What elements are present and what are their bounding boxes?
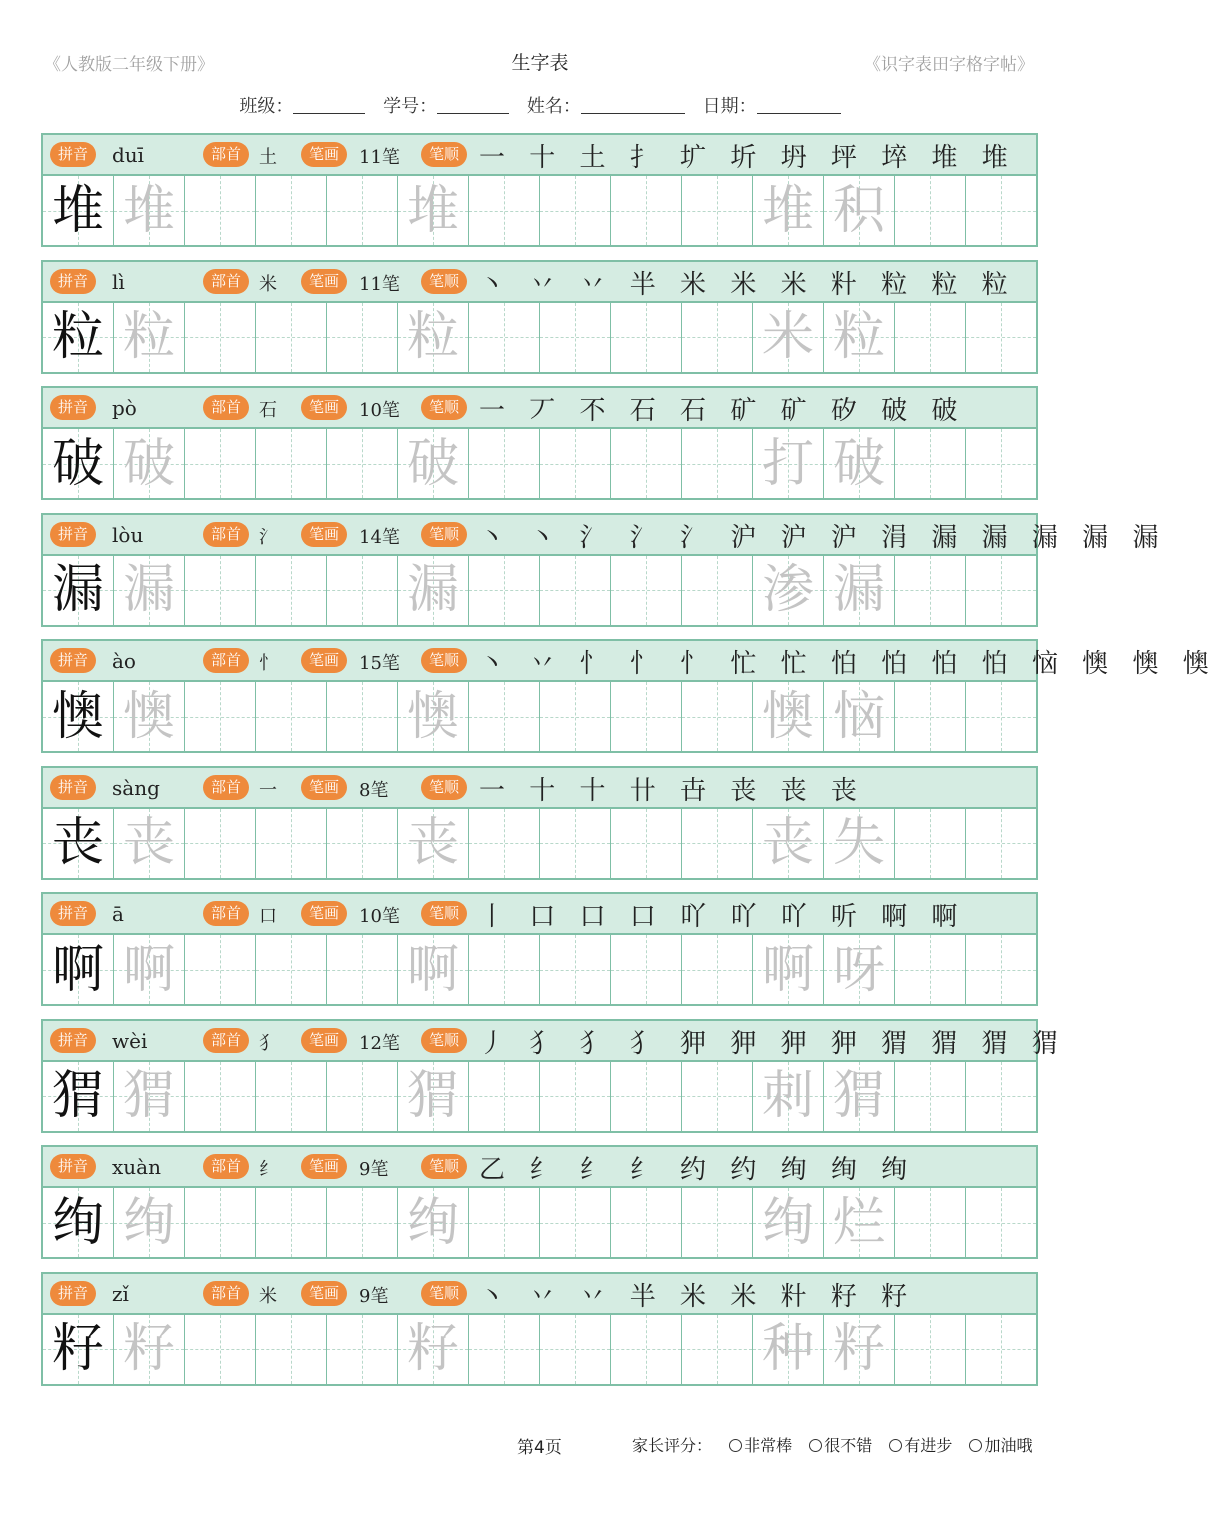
practice-cell[interactable]: [895, 682, 966, 751]
stroke-order-sequence: 乙 纟 纟 纟 约 约 绚 绚 绚: [479, 1155, 916, 1185]
radical-value: 石: [259, 400, 277, 421]
practice-cell[interactable]: [611, 1188, 682, 1257]
practice-cell[interactable]: [540, 1062, 611, 1131]
practice-cell[interactable]: [469, 682, 540, 751]
practice-cell[interactable]: [185, 556, 256, 625]
trace-word-cell[interactable]: 渗: [753, 556, 824, 625]
practice-cell[interactable]: [185, 809, 256, 878]
tianzige-grid: [43, 303, 1036, 372]
radical-value: 米: [259, 273, 277, 295]
student-id-field[interactable]: [437, 95, 509, 114]
practice-cell[interactable]: [185, 429, 256, 498]
radical-tag: 部首: [203, 269, 249, 294]
practice-cell[interactable]: [327, 556, 398, 625]
practice-cell[interactable]: [185, 682, 256, 751]
rating-option-2[interactable]: 很不错: [809, 1433, 872, 1456]
date-field[interactable]: [757, 95, 841, 114]
radical-value: 忄: [259, 653, 277, 674]
practice-cell[interactable]: [327, 1188, 398, 1257]
radical-tag: 部首: [203, 901, 249, 926]
trace-word-cell[interactable]: 烂: [824, 1188, 895, 1257]
trace-word-cell[interactable]: 种: [753, 1315, 824, 1384]
model-character-cell: 啊: [43, 935, 114, 1004]
stroke-order-sequence: 一 丆 不 石 石 矿 矿 矽 破 破: [479, 396, 966, 426]
practice-cell[interactable]: [611, 809, 682, 878]
stroke-count-value: 9笔: [359, 1285, 389, 1307]
radical-tag: 部首: [203, 1281, 249, 1306]
tianzige-grid: [43, 809, 1036, 878]
practice-cell[interactable]: [256, 303, 327, 372]
tianzige-grid: [43, 556, 1036, 625]
stroke-order-tag: 笔顺: [421, 648, 467, 673]
trace-word-cell[interactable]: 刺: [753, 1062, 824, 1131]
model-character-cell: 籽: [43, 1315, 114, 1384]
tianzige-grid: [43, 935, 1036, 1004]
date-label: 日期：: [702, 96, 757, 117]
pinyin-value: xuàn: [112, 1155, 161, 1179]
pinyin-value: lì: [112, 269, 125, 294]
practice-cell[interactable]: [611, 429, 682, 498]
stroke-count-value: 15笔: [359, 653, 400, 674]
practice-cell[interactable]: [611, 1062, 682, 1131]
pinyin-tag: 拼音: [50, 901, 96, 926]
pinyin-value: ào: [112, 649, 136, 673]
stroke-count-value: 9笔: [359, 1159, 389, 1180]
character-block: [41, 639, 1217, 753]
stroke-count-value: 8笔: [359, 779, 389, 801]
radical-tag: 部首: [203, 395, 249, 420]
trace-character-cell[interactable]: 丧: [114, 809, 185, 878]
stroke-count-tag: 笔画: [301, 648, 347, 673]
trace-character-cell[interactable]: 懊: [114, 682, 185, 751]
practice-cell[interactable]: [256, 682, 327, 751]
trace-character-cell[interactable]: 丧: [398, 809, 469, 878]
practice-cell[interactable]: [469, 176, 540, 245]
pinyin-tag: 拼音: [50, 522, 96, 547]
practice-cell[interactable]: [895, 809, 966, 878]
trace-character-cell[interactable]: 懊: [398, 682, 469, 751]
practice-cell[interactable]: [895, 303, 966, 372]
practice-cell[interactable]: [256, 935, 327, 1004]
practice-cell[interactable]: [966, 556, 1036, 625]
rating-option-1[interactable]: 非常棒: [729, 1433, 792, 1456]
tianzige-grid: [43, 429, 1036, 498]
practice-cell[interactable]: [469, 935, 540, 1004]
character-info-bar: [43, 1147, 1036, 1188]
rating-label: 家长评分：: [632, 1436, 713, 1455]
character-info-bar: [43, 768, 1036, 809]
stroke-order-sequence: 一 十 十 卄 卋 丧 丧 丧: [479, 775, 865, 806]
character-info-bar: [43, 1021, 1066, 1062]
model-character-cell: 懊: [43, 682, 114, 751]
practice-cell[interactable]: [469, 429, 540, 498]
class-label: 班级：: [239, 96, 294, 117]
practice-cell[interactable]: [966, 682, 1036, 751]
pinyin-tag: 拼音: [50, 1154, 96, 1179]
stroke-count-value: 10笔: [359, 400, 400, 421]
practice-cell[interactable]: [185, 1315, 256, 1384]
stroke-count-tag: 笔画: [301, 1154, 347, 1179]
practice-cell[interactable]: [256, 1315, 327, 1384]
stroke-count-tag: 笔画: [301, 775, 347, 800]
character-block: [41, 892, 1038, 1006]
practice-cell[interactable]: [327, 809, 398, 878]
character-info-bar: [43, 262, 1036, 303]
pinyin-value: ā: [112, 902, 124, 926]
practice-cell[interactable]: [469, 1188, 540, 1257]
student-info-bar: [0, 92, 1080, 118]
character-info-bar: [43, 388, 1036, 429]
stroke-count-value: 12笔: [359, 1032, 400, 1054]
practice-cell[interactable]: [540, 176, 611, 245]
trace-character-cell[interactable]: 堆: [114, 176, 185, 245]
trace-character-cell[interactable]: 猬: [114, 1062, 185, 1131]
practice-cell[interactable]: [966, 303, 1036, 372]
stroke-count-tag: 笔画: [301, 901, 347, 926]
practice-cell[interactable]: [469, 1315, 540, 1384]
practice-cell[interactable]: [256, 809, 327, 878]
practice-cell[interactable]: [682, 1062, 753, 1131]
trace-character-cell[interactable]: 籽: [114, 1315, 185, 1384]
name-label: 姓名：: [526, 96, 581, 117]
character-info-bar: [43, 135, 1036, 176]
pinyin-value: zǐ: [112, 1281, 129, 1306]
practice-cell[interactable]: [895, 1062, 966, 1131]
practice-cell[interactable]: [540, 556, 611, 625]
character-info-bar: [43, 641, 1217, 682]
stroke-order-tag: 笔顺: [421, 522, 467, 547]
practice-cell[interactable]: [682, 682, 753, 751]
pinyin-value: wèi: [112, 1028, 148, 1053]
trace-word-cell[interactable]: 失: [824, 809, 895, 878]
radical-tag: 部首: [203, 1154, 249, 1179]
trace-word-cell[interactable]: 籽: [824, 1315, 895, 1384]
rating-option-4[interactable]: 加油哦: [969, 1433, 1032, 1456]
trace-word-cell[interactable]: 绚: [753, 1188, 824, 1257]
practice-cell[interactable]: [185, 1062, 256, 1131]
trace-word-cell[interactable]: 懊: [753, 682, 824, 751]
radical-tag: 部首: [203, 648, 249, 673]
stroke-order-sequence: 丶 丶 氵 氵 氵 沪 沪 沪 涓 漏 漏 漏 漏 漏: [479, 522, 1167, 553]
pinyin-value: duī: [112, 143, 145, 167]
stroke-order-sequence: 一 十 土 扌 圹 圻 坍 坪 埣 堆 堆: [479, 143, 1016, 173]
practice-cell[interactable]: [895, 935, 966, 1004]
trace-word-cell[interactable]: 猬: [824, 1062, 895, 1131]
header-left-text: 《人教版二年级下册》: [44, 55, 214, 75]
pinyin-tag: 拼音: [50, 1281, 96, 1306]
practice-cell[interactable]: [611, 935, 682, 1004]
character-block: [41, 513, 1167, 627]
trace-word-cell[interactable]: 破: [824, 429, 895, 498]
radio-circle-icon: [809, 1439, 822, 1452]
practice-cell[interactable]: [540, 809, 611, 878]
tianzige-grid: [43, 1315, 1036, 1384]
trace-word-cell[interactable]: 粒: [824, 303, 895, 372]
model-character-cell: 粒: [43, 303, 114, 372]
practice-cell[interactable]: [682, 303, 753, 372]
trace-character-cell[interactable]: 猬: [398, 1062, 469, 1131]
radio-circle-icon: [969, 1439, 982, 1452]
trace-character-cell[interactable]: 破: [398, 429, 469, 498]
stroke-count-value: 11笔: [359, 273, 400, 295]
trace-character-cell[interactable]: 破: [114, 429, 185, 498]
header-right-text: 《识字表田字格字帖》: [864, 55, 1034, 75]
practice-cell[interactable]: [540, 935, 611, 1004]
trace-word-cell[interactable]: 丧: [753, 809, 824, 878]
practice-cell[interactable]: [256, 429, 327, 498]
practice-cell[interactable]: [256, 176, 327, 245]
character-info-bar: [43, 894, 1036, 935]
radical-tag: 部首: [203, 522, 249, 547]
character-info-bar: [43, 1274, 1036, 1315]
character-block: [41, 133, 1038, 247]
radical-value: 一: [259, 779, 277, 801]
model-character-cell: 堆: [43, 176, 114, 245]
trace-word-cell[interactable]: 恼: [824, 682, 895, 751]
model-character-cell: 破: [43, 429, 114, 498]
name-field[interactable]: [581, 95, 685, 114]
practice-cell[interactable]: [682, 1188, 753, 1257]
trace-word-cell[interactable]: 堆: [753, 176, 824, 245]
practice-cell[interactable]: [540, 429, 611, 498]
stroke-count-tag: 笔画: [301, 522, 347, 547]
practice-cell[interactable]: [895, 556, 966, 625]
character-block: [41, 766, 1038, 880]
practice-cell[interactable]: [966, 1062, 1036, 1131]
practice-cell[interactable]: [256, 1188, 327, 1257]
practice-cell[interactable]: [895, 1188, 966, 1257]
pinyin-tag: 拼音: [50, 269, 96, 294]
trace-character-cell[interactable]: 粒: [114, 303, 185, 372]
practice-cell[interactable]: [611, 682, 682, 751]
trace-character-cell[interactable]: 绚: [114, 1188, 185, 1257]
radical-value: 米: [259, 1285, 277, 1307]
stroke-order-tag: 笔顺: [421, 901, 467, 926]
trace-character-cell[interactable]: 啊: [114, 935, 185, 1004]
practice-cell[interactable]: [611, 556, 682, 625]
practice-cell[interactable]: [895, 429, 966, 498]
stroke-order-sequence: 丶 丷 忄 忄 忄 忙 忙 怕 怕 怕 怕 恼 懊 懊 懊: [479, 649, 1217, 679]
practice-cell[interactable]: [469, 303, 540, 372]
stroke-count-value: 10笔: [359, 906, 400, 927]
trace-word-cell[interactable]: 漏: [824, 556, 895, 625]
practice-cell[interactable]: [327, 176, 398, 245]
stroke-order-tag: 笔顺: [421, 775, 467, 800]
model-character-cell: 猬: [43, 1062, 114, 1131]
practice-cell[interactable]: [611, 303, 682, 372]
practice-cell[interactable]: [966, 935, 1036, 1004]
character-block: [41, 1272, 1038, 1386]
radical-value: 犭: [259, 1032, 277, 1054]
practice-cell[interactable]: [185, 303, 256, 372]
character-block: [41, 1145, 1038, 1259]
practice-cell[interactable]: [966, 429, 1036, 498]
stroke-order-tag: 笔顺: [421, 1281, 467, 1306]
trace-word-cell[interactable]: 啊: [753, 935, 824, 1004]
practice-cell[interactable]: [327, 682, 398, 751]
tianzige-grid: [43, 1062, 1036, 1131]
radical-tag: 部首: [203, 142, 249, 167]
radical-tag: 部首: [203, 1028, 249, 1053]
stroke-count-value: 11笔: [359, 147, 400, 168]
student-id-label: 学号：: [383, 96, 438, 117]
practice-cell[interactable]: [185, 176, 256, 245]
radical-value: 土: [259, 147, 277, 168]
practice-cell[interactable]: [469, 809, 540, 878]
practice-cell[interactable]: [185, 1188, 256, 1257]
practice-cell[interactable]: [966, 809, 1036, 878]
stroke-order-tag: 笔顺: [421, 142, 467, 167]
practice-cell[interactable]: [682, 556, 753, 625]
practice-cell[interactable]: [327, 429, 398, 498]
character-block: [41, 260, 1038, 374]
practice-cell[interactable]: [540, 682, 611, 751]
practice-cell[interactable]: [682, 809, 753, 878]
tianzige-grid: [43, 682, 1036, 751]
trace-character-cell[interactable]: 堆: [398, 176, 469, 245]
stroke-count-tag: 笔画: [301, 269, 347, 294]
pinyin-value: lòu: [112, 522, 144, 547]
stroke-order-sequence: 丨 口 口 口 吖 吖 吖 听 啊 啊: [479, 902, 966, 932]
trace-word-cell[interactable]: 米: [753, 303, 824, 372]
stroke-count-tag: 笔画: [301, 1028, 347, 1053]
practice-cell[interactable]: [256, 1062, 327, 1131]
practice-cell[interactable]: [185, 935, 256, 1004]
practice-cell[interactable]: [611, 1315, 682, 1384]
trace-character-cell[interactable]: 粒: [398, 303, 469, 372]
practice-cell[interactable]: [256, 556, 327, 625]
stroke-order-tag: 笔顺: [421, 395, 467, 420]
radical-value: 口: [259, 906, 277, 927]
parent-rating: [632, 1433, 1032, 1456]
pinyin-tag: 拼音: [50, 648, 96, 673]
character-info-bar: [43, 515, 1167, 556]
trace-character-cell[interactable]: 漏: [398, 556, 469, 625]
trace-word-cell[interactable]: 呀: [824, 935, 895, 1004]
practice-cell[interactable]: [966, 1188, 1036, 1257]
page-title: 生字表: [511, 52, 569, 74]
stroke-order-sequence: 丶 丷 丷 半 米 米 米 籵 粒 粒 粒: [479, 269, 1016, 300]
practice-cell[interactable]: [327, 1062, 398, 1131]
practice-cell[interactable]: [540, 1315, 611, 1384]
practice-cell[interactable]: [895, 1315, 966, 1384]
trace-word-cell[interactable]: 打: [753, 429, 824, 498]
model-character-cell: 漏: [43, 556, 114, 625]
tianzige-grid: [43, 1188, 1036, 1257]
tianzige-grid: [43, 176, 1036, 245]
trace-character-cell[interactable]: 漏: [114, 556, 185, 625]
pinyin-value: pò: [112, 396, 137, 420]
practice-cell[interactable]: [327, 1315, 398, 1384]
stroke-order-tag: 笔顺: [421, 1154, 467, 1179]
practice-cell[interactable]: [895, 176, 966, 245]
radio-circle-icon: [889, 1439, 902, 1452]
practice-cell[interactable]: [611, 176, 682, 245]
trace-word-cell[interactable]: 积: [824, 176, 895, 245]
pinyin-tag: 拼音: [50, 142, 96, 167]
practice-cell[interactable]: [682, 935, 753, 1004]
character-block: [41, 1019, 1066, 1133]
stroke-count-value: 14笔: [359, 526, 400, 548]
rating-option-3[interactable]: 有进步: [889, 1433, 952, 1456]
stroke-order-sequence: 丿 犭 犭 犭 狎 狎 狎 狎 猬 猬 猬 猬: [479, 1028, 1066, 1059]
stroke-count-tag: 笔画: [301, 395, 347, 420]
practice-cell[interactable]: [469, 1062, 540, 1131]
radical-value: 氵: [259, 526, 277, 548]
practice-cell[interactable]: [469, 556, 540, 625]
practice-cell[interactable]: [682, 176, 753, 245]
practice-cell[interactable]: [966, 176, 1036, 245]
stroke-count-tag: 笔画: [301, 1281, 347, 1306]
radical-value: 纟: [259, 1159, 277, 1180]
stroke-order-tag: 笔顺: [421, 269, 467, 294]
practice-cell[interactable]: [682, 429, 753, 498]
class-field[interactable]: [293, 95, 365, 114]
stroke-order-sequence: 丶 丷 丷 半 米 米 籵 籽 籽: [479, 1281, 916, 1312]
model-character-cell: 绚: [43, 1188, 114, 1257]
practice-cell[interactable]: [966, 1315, 1036, 1384]
practice-cell[interactable]: [540, 1188, 611, 1257]
trace-character-cell[interactable]: 绚: [398, 1188, 469, 1257]
trace-character-cell[interactable]: 籽: [398, 1315, 469, 1384]
practice-cell[interactable]: [682, 1315, 753, 1384]
pinyin-tag: 拼音: [50, 775, 96, 800]
practice-cell[interactable]: [327, 935, 398, 1004]
stroke-count-tag: 笔画: [301, 142, 347, 167]
practice-cell[interactable]: [540, 303, 611, 372]
pinyin-tag: 拼音: [50, 395, 96, 420]
trace-character-cell[interactable]: 啊: [398, 935, 469, 1004]
page-number: 第4页: [517, 1438, 562, 1458]
pinyin-value: sàng: [112, 775, 160, 800]
radical-tag: 部首: [203, 775, 249, 800]
radio-circle-icon: [729, 1439, 742, 1452]
practice-cell[interactable]: [327, 303, 398, 372]
pinyin-tag: 拼音: [50, 1028, 96, 1053]
character-block: [41, 386, 1038, 500]
model-character-cell: 丧: [43, 809, 114, 878]
stroke-order-tag: 笔顺: [421, 1028, 467, 1053]
